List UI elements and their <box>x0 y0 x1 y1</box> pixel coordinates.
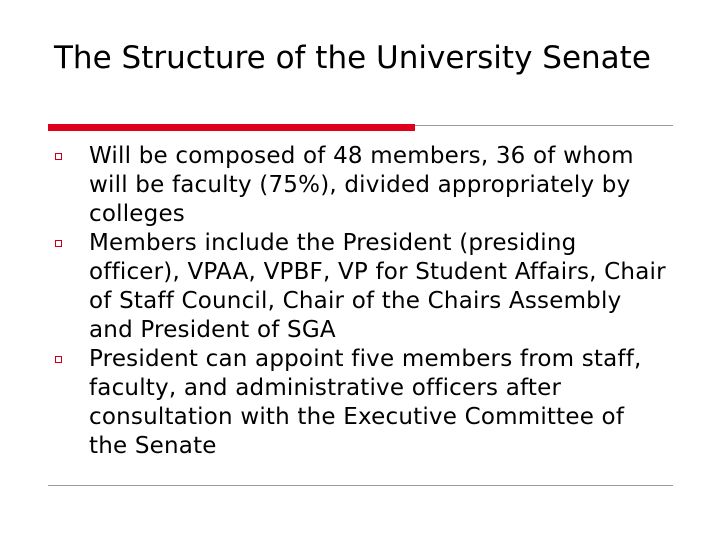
bullet-text: Will be composed of 48 members, 36 of whom will be faculty (75%), divided appropriately by colleges <box>89 143 634 227</box>
bullet-item <box>0 229 669 345</box>
footer-divider <box>48 485 673 486</box>
bullet-list <box>0 142 720 461</box>
hollow-square-icon <box>55 356 62 363</box>
bullet-item <box>0 345 669 461</box>
title-accent-bar <box>48 124 415 131</box>
bullet-item <box>0 142 669 229</box>
slide-title: The Structure of the University Senate <box>54 40 651 76</box>
hollow-square-icon <box>55 240 62 247</box>
bullet-text: Members include the President (presiding officer), VPAA, VPBF, VP for Student Affairs, Chair of Staff Council, Chair of the Chairs Assembly and President of SGA <box>89 230 666 343</box>
hollow-square-icon <box>55 153 62 160</box>
bullet-text: President can appoint five members from staff, faculty, and administrative officers after consultation with the Executive Committee of the Senate <box>89 346 642 459</box>
